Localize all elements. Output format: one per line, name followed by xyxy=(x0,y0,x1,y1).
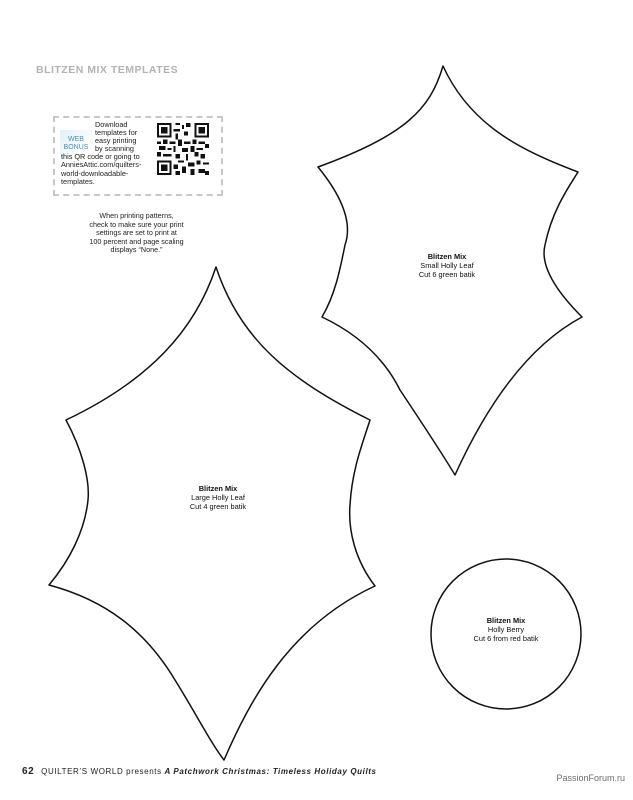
note-line: When printing patterns, xyxy=(99,211,174,220)
publication-name: QUILTER’S WORLD xyxy=(41,767,124,776)
download-link[interactable]: templates. xyxy=(61,176,95,186)
large-leaf-title: Blitzen Mix xyxy=(198,484,238,493)
download-line: Download xyxy=(95,120,128,129)
berry-name: Holly Berry xyxy=(487,625,525,634)
download-link[interactable]: AnniesAttic.com/quilters- xyxy=(61,160,142,170)
berry-title: Blitzen Mix xyxy=(486,616,526,625)
page-footer xyxy=(22,766,377,777)
note-line: check to make sure your print xyxy=(89,219,184,229)
page-title: BLITZEN MIX TEMPLATES xyxy=(36,64,179,76)
large-leaf-label xyxy=(163,484,273,511)
download-line: this QR code or going to xyxy=(61,152,140,162)
berry-cut: Cut 6 from red batik xyxy=(473,634,539,643)
note-line: displays “None.” xyxy=(110,245,163,255)
large-leaf-name: Large Holly Leaf xyxy=(191,493,245,502)
download-line: by scanning xyxy=(95,144,134,154)
note-line: settings are set to print at xyxy=(96,228,177,238)
small-leaf-label xyxy=(392,252,502,279)
berry-label xyxy=(451,616,561,643)
small-leaf-title: Blitzen Mix xyxy=(427,252,467,261)
small-leaf-cut: Cut 6 green batik xyxy=(418,270,476,279)
download-line: templates for xyxy=(95,128,138,138)
small-leaf-name: Small Holly Leaf xyxy=(420,261,474,270)
download-link[interactable]: world-downloadable- xyxy=(61,168,129,178)
badge-line-2: BONUS xyxy=(63,144,89,151)
large-leaf-cut: Cut 4 green batik xyxy=(189,502,247,511)
book-title: A Patchwork Christmas: Timeless Holiday Quilts xyxy=(164,767,377,776)
note-line: 100 percent and page scaling xyxy=(89,236,184,246)
watermark: PassionForum.ru xyxy=(556,773,625,783)
badge-line-1: WEB xyxy=(68,136,84,143)
large-holly-leaf-outline[interactable] xyxy=(49,267,375,760)
download-line: easy printing xyxy=(95,136,137,146)
page-number: 62 xyxy=(22,766,35,777)
presents-text: presents xyxy=(123,767,165,776)
